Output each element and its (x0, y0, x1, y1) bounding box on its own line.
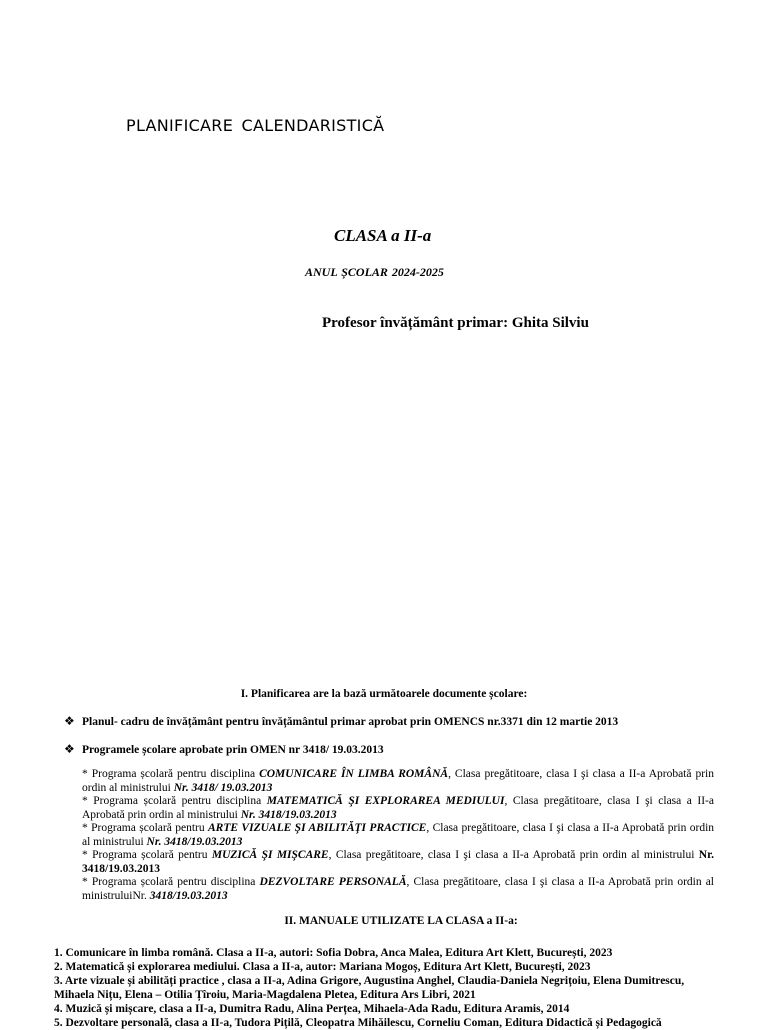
program-item (82, 876, 714, 903)
diamond-bullet-icon: ❖ (64, 714, 75, 728)
program-item (82, 795, 714, 822)
program-description: , Clasa pregătitoare, clasa I şi clasa a II-a Aprobată prin ordin al ministrului (82, 768, 714, 794)
program-description: , Clasa pregătitoare, clasa I şi clasa a II-a Aprobată prin ordin al ministrului (82, 822, 715, 848)
program-subject: COMUNICARE ÎN LIMBA ROMÂNĂ (259, 768, 449, 780)
manual-item: 3. Arte vizuale și abilități practice , clasa a II-a, Adina Grigore, Augustina Anghel, Claudia-Daniela Negrițoiu, Elena Dumitrescu, (54, 975, 685, 987)
program-description: , Clasa pregătitoare, clasa I şi clasa a II-a Aprobată prin ordin al ministruluiNr. (82, 876, 714, 902)
manual-item: 2. Matematică și explorarea mediului. Clasa a II-a, autor: Mariana Mogoș, Editura Art Klett, București, 2023 (54, 961, 591, 973)
bullet-item (64, 714, 618, 728)
program-prefix: * Programa școlară pentru (82, 822, 208, 834)
bullet-text: Programele școlare aprobate prin OMEN nr 3418/ 19.03.2013 (82, 744, 384, 756)
program-description: , Clasa pregătitoare, clasa I şi clasa a II-a Aprobată prin ordin al ministrului (82, 795, 714, 821)
section-1-heading: I. Planificarea are la bază următoarele documente școlare: (240, 688, 528, 700)
program-prefix: * Programa școlară pentru disciplina (82, 876, 260, 888)
class-title: CLASA a II-a (334, 226, 432, 245)
manual-item: 1. Comunicare în limba română. Clasa a II-a, autori: Sofia Dobra, Anca Malea, Editura Art Klett, București, 2023 (54, 947, 613, 959)
program-reference: Nr. 3418/19.03.2013 (82, 849, 714, 875)
bullet-text: Planul- cadru de învățământ pentru învățământul primar aprobat prin OMENCS nr.3371 din 12 martie 2013 (82, 716, 619, 728)
program-item (82, 822, 714, 849)
program-subject: ARTE VIZUALE ŞI ABILITĂŢI PRACTICE (208, 822, 427, 834)
program-reference: 3418/19.03.2013 (149, 889, 228, 902)
program-reference: Nr. 3418/19.03.2013 (146, 835, 243, 848)
program-prefix: * Programa școlară pentru disciplina (82, 768, 260, 780)
teacher-name: Profesor învățământ primar: Ghita Silviu (322, 315, 589, 331)
manual-item: 5. Dezvoltare personală, clasa a II-a, Tudora Pițilă, Cleopatra Mihăilescu, Corneliu Coman, Editura Didactică și Pedagogică (54, 1017, 662, 1029)
program-reference: Nr. 3418/ 19.03.2013 (173, 781, 273, 794)
manual-list (54, 946, 734, 1030)
program-prefix: * Programa școlară pentru disciplina (82, 795, 267, 807)
diamond-bullet-icon: ❖ (64, 742, 75, 756)
program-description: , Clasa pregătitoare, clasa I şi clasa a II-a Aprobată prin ordin al ministrului (328, 849, 699, 861)
program-item (82, 768, 714, 795)
document-title: PLANIFICARE CALENDARISTICĂ (126, 116, 385, 135)
program-reference: Nr. 3418/19.03.2013 (240, 808, 337, 821)
program-list (82, 768, 714, 903)
section-2-heading: II. MANUALE UTILIZATE LA CLASA a II-a: (284, 915, 518, 927)
bullet-item (64, 742, 384, 756)
manual-item: Mihaela Nițu, Elena – Otilia Țîroiu, Maria-Magdalena Pletea, Editura Ars Libri, 2021 (54, 989, 476, 1001)
manual-item: 4. Muzică și mișcare, clasa a II-a, Dumitra Radu, Alina Perțea, Mihaela-Ada Radu, Editura Aramis, 2014 (54, 1003, 570, 1015)
program-item (82, 849, 714, 876)
program-prefix: * Programa școlară pentru (82, 849, 212, 861)
program-subject: MATEMATICĂ ŞI EXPLORAREA MEDIULUI (266, 795, 505, 807)
school-year: ANUL ȘCOLAR 2024-2025 (305, 265, 444, 279)
program-subject: MUZICĂ ŞI MIŞCARE (211, 849, 329, 861)
program-subject: DEZVOLTARE PERSONALĂ (259, 876, 407, 888)
